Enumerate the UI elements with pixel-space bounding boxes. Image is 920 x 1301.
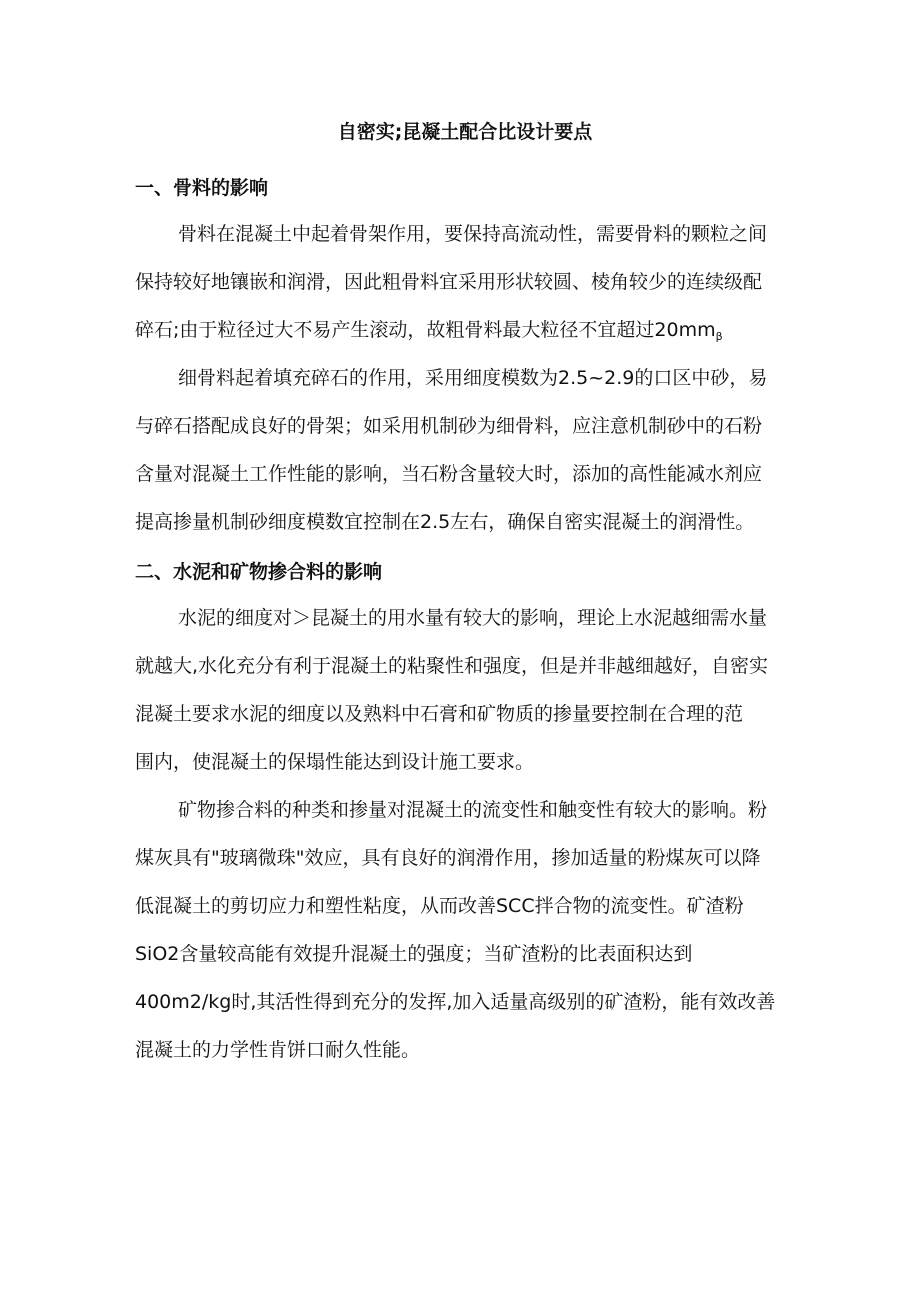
paragraph-line: 煤灰具有"玻璃微珠"效应，具有良好的润滑作用，掺加适量的粉煤灰可以降 <box>135 847 761 869</box>
paragraph-line: 400m2∕kg时,其活性得到充分的发挥,加入适量高级别的矿渣粉，能有效改善 <box>135 991 776 1013</box>
paragraph-line: 水泥的细度对＞昆凝土的用水量有较大的影响，理论上水泥越细需水量 <box>178 607 768 629</box>
paragraph-line-text: 碎石;由于粒径过大不易产生滚动，故粗骨料最大粒径不宜超过20mm <box>135 319 716 341</box>
paragraph-line: 与碎石搭配成良好的骨架；如采用机制砂为细骨料，应注意机制砂中的石粉 <box>135 415 763 437</box>
trailing-mark: β <box>715 330 723 343</box>
paragraph-line: 细骨料起着填充碎石的作用，采用细度模数为2.5~2.9的口区中砂，易 <box>178 367 768 389</box>
paragraph-aggregate <box>135 210 800 546</box>
paragraph-line: 提高掺量机制砂细度模数宜控制在2.5左右，确保自密实混凝土的润滑性。 <box>135 511 755 533</box>
paragraph-line: 混凝土的力学性肯饼口耐久性能。 <box>135 1039 421 1061</box>
paragraph-line: 含量对混凝土工作性能的影响，当石粉含量较大时，添加的高性能减水剂应 <box>135 463 763 485</box>
paragraph-line: 围内，使混凝土的保塌性能达到设计施工要求。 <box>135 751 535 773</box>
paragraph-mineral-admixture <box>135 786 800 1074</box>
paragraph-line: 矿物掺合料的种类和掺量对混凝土的流变性和触变性有较大的影响。粉 <box>178 799 768 821</box>
paragraph-line: 保持较好地镶嵌和润滑，因此粗骨料宜采用形状较圆、棱角较少的连续级配 <box>135 271 763 293</box>
paragraph-line: 就越大,水化充分有利于混凝土的粘聚性和强度，但是并非越细越好，自密实 <box>135 655 769 677</box>
paragraph-line: SiO2含量较高能有效提升混凝土的强度；当矿渣粉的比表面积达到 <box>135 943 693 965</box>
paragraph-line: 混凝土要求水泥的细度以及熟料中石膏和矿物质的掺量要控制在合理的范 <box>135 703 744 725</box>
paragraph-cement-fineness <box>135 594 800 786</box>
paragraph-line: 骨料在混凝土中起着骨架作用，要保持高流动性，需要骨料的颗粒之间 <box>178 223 768 245</box>
section-heading-cement: 二、水泥和矿物掺合料的影响 <box>135 561 383 583</box>
document-title: 自密实;昆凝土配合比设计要点 <box>337 121 593 143</box>
paragraph-line <box>135 306 800 354</box>
paragraph-line: 低混凝土的剪切应力和塑性粘度，从而改善SCC拌合物的流变性。矿渣粉 <box>135 895 744 917</box>
section-heading-aggregate: 一、骨料的影响 <box>135 177 269 199</box>
